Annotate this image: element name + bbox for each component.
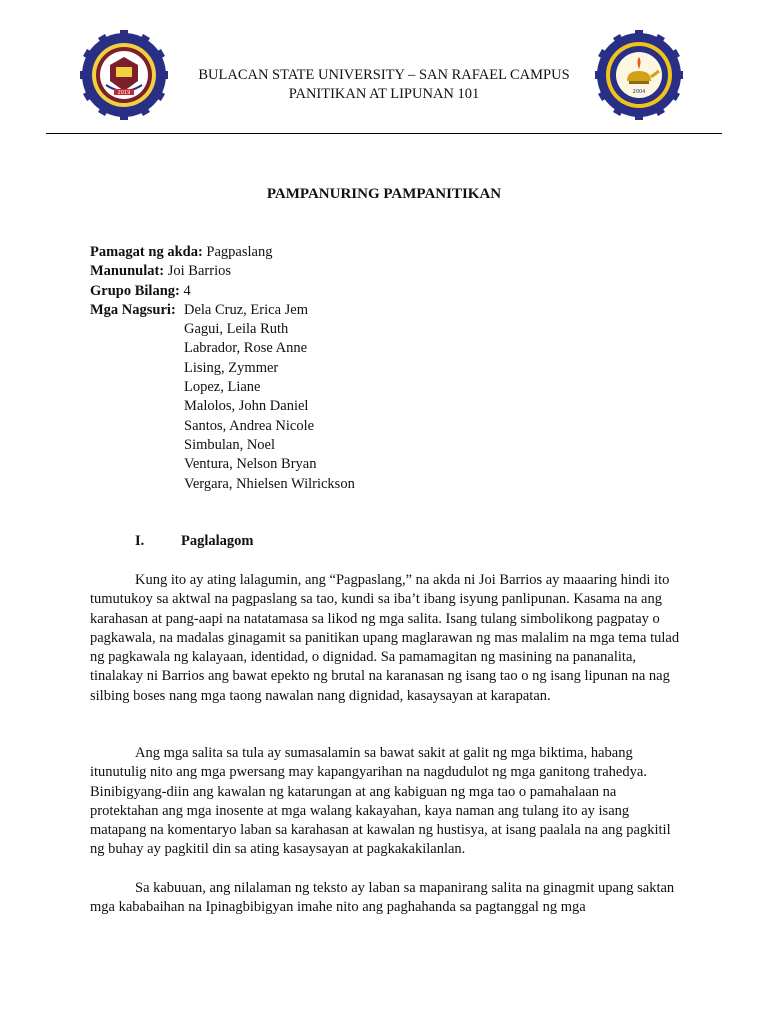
reviewer-name: Gagui, Leila Ruth (184, 321, 289, 337)
paragraph-3: Sa kabuuan, ang nilalaman ng teksto ay laban sa mapanirang salita na ginagmit upang saktan mga kababaihan na Ipinagbibigyan imahe nito ang paghahanda sa pagtanggal ng mga (90, 880, 675, 916)
reviewer-name: Santos, Andrea Nicole (184, 418, 315, 434)
reviewer-name: Labrador, Rose Anne (184, 340, 308, 356)
reviewer-name: Lopez, Liane (184, 379, 261, 395)
right-logo-year: 2004 (632, 89, 646, 95)
reviewer-name: Vergara, Nhielsen Wilrickson (184, 476, 355, 492)
college-of-nursing-seal-logo (595, 30, 683, 120)
work-title-label: Pamagat ng akda: (90, 244, 203, 260)
reviewer-name: Simbulan, Noel (184, 437, 276, 453)
author-row (90, 262, 272, 281)
reviewer-name: Ventura, Nelson Bryan (184, 456, 317, 472)
document-header (0, 0, 768, 135)
author-value: Joi Barrios (164, 263, 231, 280)
reviewer-name: Lising, Zymmer (184, 360, 279, 376)
group-row (90, 282, 272, 301)
work-title-value: Pagpaslang (202, 244, 273, 260)
work-title-row (90, 243, 272, 262)
author-label: Manunulat: (90, 263, 165, 280)
header-text (170, 66, 598, 104)
group-value: 4 (179, 282, 191, 299)
group-label: Grupo Bilang: (90, 282, 180, 299)
paragraph-2: Ang mga salita sa tula ay sumasalamin sa bawat sakit at galit ng mga biktima, habang itunutulig nito ang mga pwersang may kapangyarihan na nagdudulot ng mga ganitong trahedya. Binibigyang-diin ang kawalan ng katarungan at ang kabiguan ng mga tao o pamahalaan na protektahan ang mga inosente at mga walang kakayahan, kaya naman ang tulang ito ay isang matapang na komentaryo laban sa karahasan at kawalan ng hustisya, at isang paalala na ang pagkitil ng buhay ay pagkitil din sa ating kasaysayan at pagkakakilanlan. (90, 745, 671, 858)
university-name: BULACAN STATE UNIVERSITY – SAN RAFAEL CAMPUS (198, 67, 570, 83)
reviewer-name: Malolos, John Daniel (184, 398, 309, 414)
header-divider (46, 133, 722, 134)
left-logo-year: 2019 (117, 90, 131, 96)
reviewers-label: Mga Nagsuri: (90, 301, 176, 318)
document-title: PAMPANURING PAMPANITIKAN (266, 186, 502, 202)
bulsu-seal-logo (80, 30, 168, 120)
course-name: PANITIKAN AT LIPUNAN 101 (288, 86, 480, 102)
section-heading: Paglalagom (181, 533, 254, 549)
section-number: I. (135, 533, 145, 549)
first-reviewer: Dela Cruz, Erica Jem (184, 302, 309, 318)
paragraph-1: Kung ito ay ating lalagumin, ang “Pagpaslang,” na akda ni Joi Barrios ay maaaring hindi ito tumutukoy sa aktwal na pagpaslang sa tao, kundi sa iba’t ibang isyung panlipunan. Kasama na ang karahasan at pang-aapi na natatamasa sa likod ng mga salita. Isang tulang simbolikong pagpatay o pagkawala, na madalas ginagamit sa panitikan upang maglarawan ng mas malalim na mga tema tulad ng pagkawala ng kalayaan, identidad, o dignidad. Sa pamamagitan ng masining na pananalita, tinalakay ni Barrios ang bawat epekto ng brutal na karanasan ng isang tao o ng isang lipunan na nag silbing boses nang mga taong nawalan nang dignidad, kasaysayan at karapatan. (90, 572, 680, 704)
